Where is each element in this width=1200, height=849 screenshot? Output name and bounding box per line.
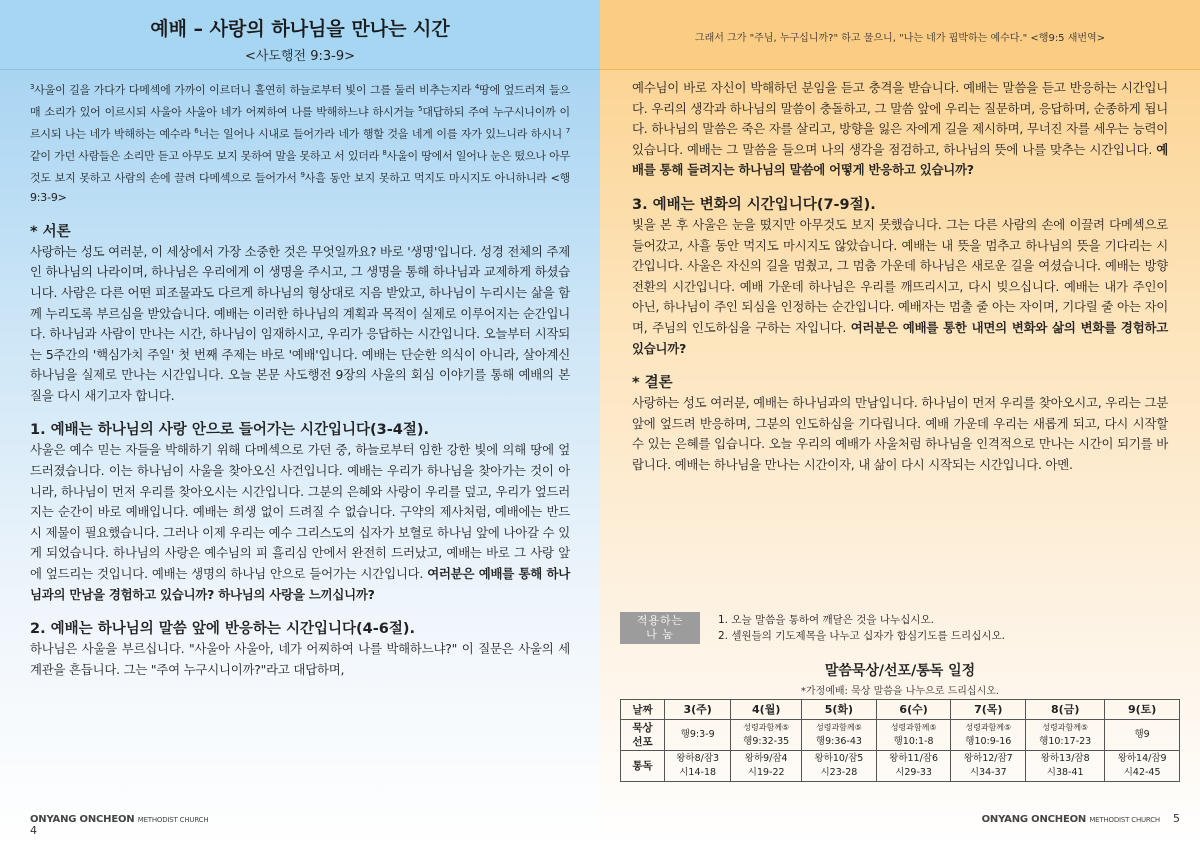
reading-ps: 시38-41 bbox=[1046, 767, 1084, 778]
section-2-continued bbox=[632, 78, 1168, 181]
schedule-day: 4(월) bbox=[731, 700, 802, 720]
reading-cell bbox=[665, 751, 731, 782]
left-body bbox=[30, 78, 570, 680]
page-number: 5 bbox=[1173, 812, 1180, 825]
schedule-reading-row bbox=[621, 751, 1180, 782]
reading-ot: 왕하8/잠3 bbox=[676, 753, 720, 764]
right-body bbox=[632, 78, 1168, 476]
meditation-ref: 행10:1-8 bbox=[893, 736, 934, 747]
meditation-cell bbox=[802, 720, 877, 751]
schedule-table bbox=[620, 699, 1180, 782]
schedule-meditation-row bbox=[621, 720, 1180, 751]
reading-ot: 왕하11/잠6 bbox=[889, 753, 939, 764]
meditation-label bbox=[621, 720, 665, 751]
verse-number: 4 bbox=[474, 83, 480, 91]
verse-number: 7 bbox=[565, 127, 571, 136]
reading-cell bbox=[731, 751, 802, 782]
verse-text: 땅에 엎드러져 들으매 소리가 있어 이르시되 사울아 사울아 네가 어찌하여 나를 박해하느냐 하시거늘 bbox=[30, 83, 570, 119]
scripture-passage bbox=[30, 78, 570, 208]
verse-number: 8 bbox=[382, 149, 387, 158]
schedule-day: 8(금) bbox=[1026, 700, 1105, 720]
verse-text: 사울이 땅에서 일어나 눈은 떴으나 아무 것도 보지 못하고 사람의 손에 끌려 다메섹으로 들어가서 bbox=[30, 149, 570, 185]
meditation-ref: 행9:32-35 bbox=[743, 736, 790, 747]
schedule-day: 3(주) bbox=[665, 700, 731, 720]
intro-heading: * 서론 bbox=[30, 223, 71, 240]
meditation-cell bbox=[731, 720, 802, 751]
meditation-label-2: 선포 bbox=[632, 736, 653, 748]
schedule-corner: 날짜 bbox=[621, 700, 665, 720]
meditation-theme: 성령과함께⑤ bbox=[1042, 723, 1089, 732]
verse-number: 5 bbox=[418, 105, 423, 114]
section-2-cont-text: 예수님이 바로 자신이 박해하던 분임을 듣고 충격을 받습니다. 예배는 말씀을 듣고 반응하는 시간입니다. 우리의 생각과 하나님의 말씀이 충돌하고, 그 말씀 앞에 우리는 질문하며, 응답하며, 순종하게 됩니다. 하나님의 말씀은 죽은 자를 살리고, 방향을 잃은 자에게 길을 제시하며, 무너진 자를 세우는 능력이 있습니다. 예배는 그 말씀을 들으며 나의 생각을 점검하고, 하나님의 뜻에 나를 맞추는 시간입니다. bbox=[632, 80, 1168, 157]
meditation-ref: 행10:9-16 bbox=[965, 736, 1012, 747]
verse-number: 6 bbox=[194, 127, 199, 136]
church-name: ONYANG ONCHEON bbox=[30, 814, 135, 825]
church-logo bbox=[982, 814, 1160, 825]
verse-number: 9 bbox=[300, 171, 305, 180]
application-label-line-1: 적용하는 bbox=[636, 614, 684, 627]
reading-ps: 시29-33 bbox=[895, 767, 932, 778]
church-subname: METHODIST CHURCH bbox=[1089, 816, 1160, 824]
conclusion-heading: * 결론 bbox=[632, 375, 673, 392]
application-items bbox=[718, 612, 1005, 644]
reading-cell bbox=[1105, 751, 1180, 782]
meditation-theme: 성령과함께⑤ bbox=[816, 723, 862, 732]
verse-number: 3 bbox=[30, 83, 35, 91]
meditation-ref: 행10:17-23 bbox=[1039, 736, 1092, 747]
meditation-theme: 성령과함께⑤ bbox=[743, 723, 790, 732]
reading-ot: 왕하13/잠8 bbox=[1040, 753, 1090, 764]
section-3-body bbox=[632, 215, 1168, 359]
conclusion-text: 사랑하는 성도 여러분, 예배는 하나님과의 만남입니다. 하나님이 먼저 우리를 찾아오시고, 우리는 그분 앞에 엎드려 반응하며, 그분의 인도하심을 기다립니다. 예배 가운데 우리는 새롭게 되고, 다시 시작할 수 있는 은혜를 입습니다. 오늘 우리의 예배가 사울처럼 하나님을 인격적으로 만나는 시간이 되기를 바랍니다. 예배는 하나님을 만나는 시간이자, 내 삶이 다시 시작되는 시간입니다. 아멘. bbox=[632, 395, 1168, 472]
reading-ps: 시42-45 bbox=[1123, 767, 1161, 778]
schedule-title: 말씀묵상/선포/통독 일정 bbox=[824, 663, 976, 679]
reading-ps: 시14-18 bbox=[679, 767, 717, 778]
header-verse: 그래서 그가 "주님, 누구십니까?" 하고 물으니, "나는 네가 핍박하는 예수다." <행9:5 새번역> bbox=[694, 33, 1106, 44]
church-name: ONYANG ONCHEON bbox=[981, 814, 1087, 825]
section-1-text: 사울은 예수 믿는 자들을 박해하기 위해 다메섹으로 가던 중, 하늘로부터 임한 강한 빛에 의해 땅에 엎드러졌습니다. 이는 하나님이 사울을 찾아오신 사건입니다. 예배는 우리가 하나님을 찾아가는 것이 아니라, 하나님이 먼저 우리를 찾아오시는 시간입니다. 그분의 은혜와 사랑이 우리를 덮고, 우리가 엎드러지는 순간이 바로 예배입니다. 예배는 희생 없이 드려질 수 없습니다. 구약의 제사처럼, 예배에는 반드시 제물이 필요했습니다. 그러나 이제 우리는 예수 그리스도의 십자가 보혈로 하나님 앞에 나아갈 수 있게 되었습니다. 하나님의 사랑은 예수님의 피 흘리심 안에서 완전히 드러났고, 예배는 바로 그 사랑 앞에 엎드리는 것입니다. 예배는 생명의 하나님 안으로 들어가는 시간입니다. bbox=[30, 442, 570, 582]
right-header bbox=[600, 0, 1200, 70]
section-1-question: 여러분은 예배를 통해 하나님과의 만남을 경험하고 있습니까? 하나님의 사랑을 느끼십니까? bbox=[30, 566, 570, 602]
reading-cell bbox=[802, 751, 877, 782]
sermon-title: 예배 – 사랑의 하나님을 만나는 시간 bbox=[150, 18, 450, 40]
reading-cell bbox=[951, 751, 1026, 782]
verse-text: 너는 일어나 시내로 들어가라 네가 행할 것을 네게 이를 자가 있느니라 하시니 bbox=[198, 127, 566, 141]
application-sharing bbox=[620, 612, 1180, 644]
section-2-question: 예배를 통해 들려지는 하나님의 말씀에 어떻게 반응하고 있습니까? bbox=[632, 141, 1168, 178]
section-2-heading: 2. 예배는 하나님의 말씀 앞에 반응하는 시간입니다(4-6절). bbox=[30, 621, 415, 638]
meditation-theme: 성령과함께⑤ bbox=[890, 723, 937, 732]
schedule-day: 7(목) bbox=[951, 700, 1026, 720]
intro-text: 사랑하는 성도 여러분, 이 세상에서 가장 소중한 것은 무엇일까요? 바로 '생명'입니다. 성경 전체의 주제인 하나님의 나라이며, 하나님은 우리에게 이 생명을 주시고, 그 생명을 통해 하나님과 교제하게 하셨습니다. 사람은 다른 어떤 피조물과도 다르게 하나님의 형상대로 지음 받았고, 하나님이 누리시는 삶을 함께 누리도록 부르심을 받았습니다. 예배는 이러한 하나님의 계획과 목적이 실제로 이루어지는 순간입니다. 하나님과 사람이 만나는 시간, 하나님이 임재하시고, 우리가 응답하는 시간입니다. 오늘부터 시작되는 5주간의 '핵심가치 주일' 첫 번째 주제는 바로 '예배'입니다. 예배는 단순한 의식이 아니라, 살아계신 하나님을 실제로 만나는 시간입니다. 오늘 본문 사도행전 9장의 사울의 회심 이야기를 통해 예배의 본질을 다시 새기고자 합니다. bbox=[30, 243, 570, 403]
meditation-ref: 행9:3-9 bbox=[680, 729, 715, 740]
reading-ot: 왕하12/잠7 bbox=[963, 753, 1013, 764]
section-1-body bbox=[30, 440, 570, 605]
schedule-day: 6(수) bbox=[876, 700, 951, 720]
application-label-line-2: 나 눔 bbox=[646, 628, 674, 641]
reading-ps: 시34-37 bbox=[969, 767, 1007, 778]
schedule-header-row bbox=[621, 700, 1180, 720]
meditation-theme: 성령과함께⑤ bbox=[965, 723, 1012, 732]
reading-ot: 왕하10/잠5 bbox=[814, 753, 864, 764]
application-item: 1. 오늘 말씀을 통하여 깨달은 것을 나누십시오. bbox=[718, 614, 934, 626]
verse-text: 같이 가던 사람들은 소리만 듣고 아무도 보지 못하여 말을 못하고 서 있더라 bbox=[30, 149, 383, 163]
page-number: 4 bbox=[30, 824, 37, 837]
verse-text: 사울이 길을 가다가 다메섹에 가까이 이르더니 홀연히 하늘로부터 빛이 그를 둘러 비추는지라 bbox=[34, 83, 475, 97]
meditation-label-1: 묵상 bbox=[632, 722, 653, 734]
verse-text: 대답하되 주여 누구시니이까 이르시되 나는 네가 박해하는 예수라 bbox=[30, 105, 570, 141]
meditation-cell bbox=[876, 720, 951, 751]
reading-cell bbox=[876, 751, 951, 782]
application-item: 2. 셀원들의 기도제목을 나누고 십자가 합심기도를 드리십시오. bbox=[718, 630, 1005, 642]
church-logo bbox=[30, 814, 208, 825]
reading-ps: 시23-28 bbox=[820, 767, 858, 778]
section-3-text: 빛을 본 후 사울은 눈을 떴지만 아무것도 보지 못했습니다. 그는 다른 사람의 손에 이끌려 다메섹으로 들어갔고, 사흘 동안 먹지도 마시지도 않았습니다. 예배는 내 뜻을 멈추고 하나님의 뜻을 기다리는 시간입니다. 사울은 자신의 길을 멈췄고, 그 멈춤 가운데 하나님은 새로운 길을 여셨습니다. 예배는 방향 전환의 시간입니다. 예배 가운데 하나님은 우리를 깨뜨리시고, 다시 빚으십니다. 예배는 내가 주인이 아닌, 하나님이 주인 되심을 인정하는 순간입니다. 예배자는 멈출 줄 아는 자이며, 기다릴 줄 아는 자이며, 주님의 인도하심을 구하는 자입니다. bbox=[632, 216, 1168, 335]
schedule-note: *가정예배: 묵상 말씀을 나누으로 드리십시오. bbox=[800, 686, 1000, 697]
schedule-day: 5(화) bbox=[802, 700, 877, 720]
reading-label: 통독 bbox=[621, 751, 665, 782]
section-3-question: 여러분은 예배를 통한 내면의 변화와 삶의 변화를 경험하고 있습니까? bbox=[632, 319, 1169, 356]
meditation-cell bbox=[665, 720, 731, 751]
meditation-cell bbox=[951, 720, 1026, 751]
meditation-ref: 행9 bbox=[1134, 729, 1150, 740]
reading-ot: 왕하9/잠4 bbox=[744, 753, 788, 764]
meditation-cell bbox=[1105, 720, 1180, 751]
sermon-subtitle: <사도행전 9:3-9> bbox=[244, 49, 356, 64]
meditation-cell bbox=[1026, 720, 1105, 751]
reading-ps: 시19-22 bbox=[747, 767, 785, 778]
church-subname: METHODIST CHURCH bbox=[137, 816, 209, 824]
reading-ot: 왕하14/잠9 bbox=[1117, 753, 1167, 764]
section-1-heading: 1. 예배는 하나님의 사랑 안으로 들어가는 시간입니다(3-4절). bbox=[30, 422, 429, 439]
meditation-ref: 행9:36-43 bbox=[815, 736, 862, 747]
application-label bbox=[620, 612, 700, 644]
section-3-heading: 3. 예배는 변화의 시간입니다(7-9절). bbox=[632, 196, 876, 213]
section-2-text: 하나님은 사울을 부르십니다. "사울아 사울아, 네가 어찌하여 나를 박해하느냐?" 이 질문은 사울의 세계관을 흔듭니다. 그는 "주여 누구시니이까?"라고 대답하며, bbox=[30, 641, 570, 677]
left-header bbox=[0, 0, 600, 70]
schedule-day: 9(토) bbox=[1105, 700, 1180, 720]
right-page bbox=[600, 0, 1200, 849]
verse-text: 사흘 동안 보지 못하고 먹지도 마시지도 아니하니라 <행9:3-9> bbox=[30, 171, 571, 205]
reading-cell bbox=[1026, 751, 1105, 782]
